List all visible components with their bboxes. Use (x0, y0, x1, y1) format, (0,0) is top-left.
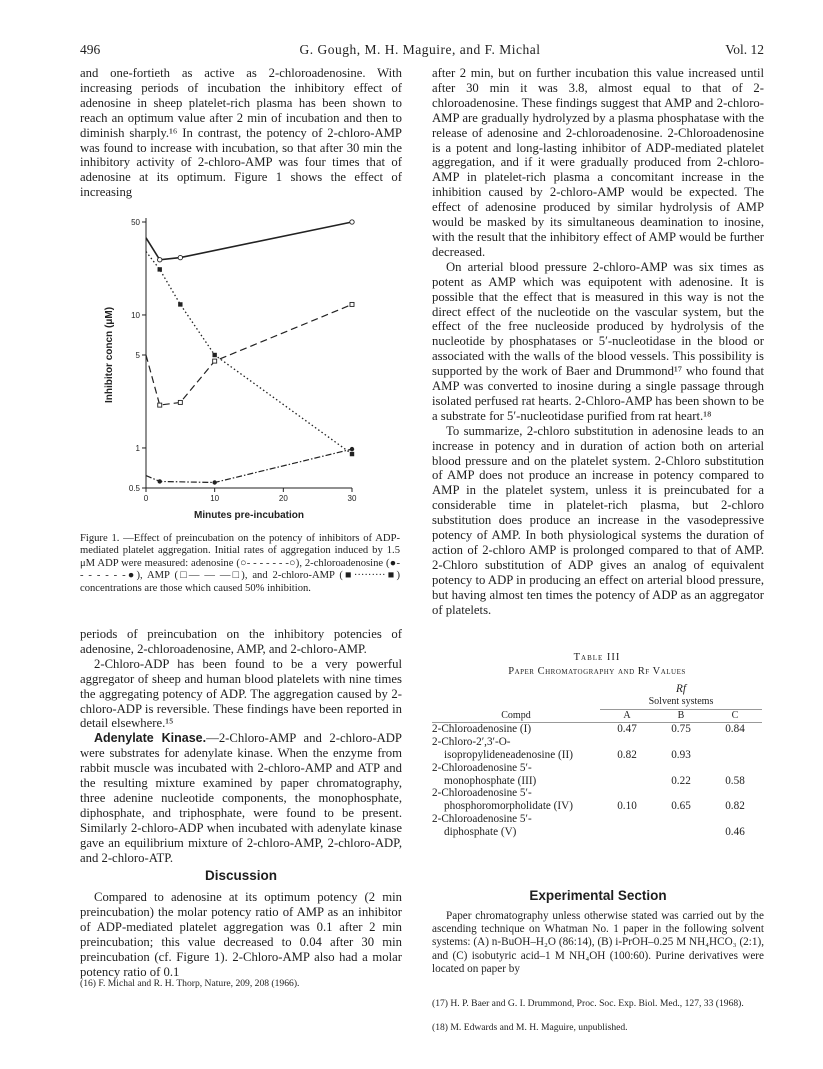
y-tick-label: 0.5 (128, 484, 140, 493)
paragraph-left-1: periods of preincubation on the inhibitory potencies of adenosine, 2-chloroadenosine, AMP, and 2-chloro-AMP. (80, 627, 402, 656)
table-row (432, 762, 762, 775)
paragraph-right-2: On arterial blood pressure 2-chloro-AMP was six times as potent as AMP which was equipotent with adenosine. It is possible that the effect that is measured in this way is not the direct effect of the nucleotide on the vascular system, but the effect of the free nucleoside produced by hydrolysis of the nucleotide by phosphatases or 5′-nucleotidase in the blood or associated with the walls of the blood vessels. This possibility is supported by the work of Baer and Drummond¹⁷ who found that AMP was converted to inosine during a single passage through isolated perfused rat hearts. 2-Chloro-AMP has been shown to be a substrate for 5′-nucleotidase purified from rat heart.¹⁸ (432, 259, 764, 423)
experimental-section (432, 910, 764, 976)
table-3 (432, 683, 762, 839)
table-row (432, 749, 762, 762)
y-axis-label: Inhibitor concn (μM) (104, 306, 115, 404)
y-tick-label: 5 (135, 351, 140, 360)
figure-1-chart (84, 208, 402, 528)
adenylate-kinase-runin: Adenylate Kinase. (94, 731, 207, 746)
data-point-amp (158, 403, 162, 407)
data-point-2-chloro-amp (178, 302, 182, 306)
compd-header: Compd (501, 709, 531, 721)
compound-name: isopropylideneadenosine (II) (444, 748, 573, 761)
data-point-2-chloroadenosine (158, 479, 162, 483)
paragraph-right-3: To summarize, 2-chloro substitution in adenosine leads to an increase in potency and in duration of action both on arterial blood pressure and on the platelet system. 2-Chloro substitution of AMP does not produce an increase in potency compared to AMP in the platelet system, unless it is preincubated for a considerable time in platelet-rich plasma, but 2-chloro substitution does produce an increase in the vasodepressive potency of AMP. In both physiological systems the duration of action of 2-chloro AMP is prolonged compared to that of AMP. 2-Chloro substitution of ADP gives an analog of equivalent potency to ADP in producing an effect on arterial blood pressure, but having almost ten times the potency of ADP as an aggregator of platelets. (432, 423, 764, 617)
series-line-2-chloroadenosine (146, 449, 352, 482)
rf-a: 0.47 (617, 723, 637, 736)
data-point-adenosine (158, 258, 162, 262)
col-header-a: A (623, 709, 631, 721)
table-header-row-solvent (432, 696, 762, 709)
data-point-amp (178, 400, 182, 404)
rf-b: 0.75 (671, 723, 691, 736)
rf-b (654, 787, 708, 800)
rf-c: 0.58 (725, 774, 745, 787)
y-tick-label: 10 (131, 310, 140, 320)
rf-a (600, 762, 654, 775)
compound-name: 2-Chloroadenosine 5′- (432, 787, 532, 800)
rf-c: 0.84 (725, 723, 745, 736)
rf-b: 0.93 (671, 748, 691, 761)
rf-a (600, 736, 654, 749)
compound-name: monophosphate (III) (444, 774, 537, 787)
solvent-header: Solvent systems (600, 696, 762, 709)
col-header-c: C (731, 709, 739, 721)
compound-name: 2-Chloroadenosine 5′- (432, 761, 532, 774)
right-column (432, 66, 764, 618)
page-number: 496 (80, 42, 101, 57)
compound-name: diphosphate (V) (444, 825, 517, 838)
table-3-title: Paper Chromatography and Rf Values (508, 666, 686, 677)
rf-c (708, 736, 762, 749)
rf-b (654, 826, 708, 839)
compound-name: 2-Chloroadenosine (I) (432, 723, 532, 736)
rf-c (708, 787, 762, 800)
rf-a (600, 787, 654, 800)
rf-b (654, 762, 708, 775)
left-column-top (80, 66, 402, 200)
series-line-2-chloro-amp (146, 252, 352, 455)
rf-b (654, 813, 708, 826)
volume-label: Vol. 12 (725, 42, 764, 57)
table-3-label: Table III (573, 652, 621, 663)
discussion-heading: Discussion (204, 868, 278, 883)
figure-1-caption: Figure 1. —Effect of preincubation on the potency of inhibitors of ADP-mediated platelet aggregation. Initial rates of aggregation induced by 1.5 μM ADP were measured: adenosine (○- - - - - - -○), 2-chloroadenosine (●- - - - - - -●), AMP (□— — —□), and 2-chloro-AMP (■·········■) concentrations are those which caused 50% inhibition. (80, 533, 400, 594)
data-point-adenosine (350, 220, 354, 224)
compound-name: phosphoromorpholidate (IV) (444, 800, 573, 813)
footnote-17: (17) H. P. Baer and G. I. Drummond, Proc. Soc. Exp. Biol. Med., 127, 33 (1968). (432, 998, 744, 1009)
data-point-2-chloroadenosine (212, 480, 216, 484)
paragraph-right-1: after 2 min, but on further incubation this value increased until after 30 min it was 3.8, almost equal to that of 2-chloroadenosine. These findings suggest that AMP and 2-chloro-AMP are gradually hydrolyzed by a plasma phosphatase with the release of adenosine and 2-chloroadenosine. 2-Chloroadenosine is a potent and long-lasting inhibitor of ADP-mediated platelet aggregation, and if it were gradually produced from 2-chloro-AMP in platelet-rich plasma a concomitant increase in the inhibition caused by 2-chloro-AMP would be expected. The effect of adenosine produced by similar hydrolysis of AMP would be masked by its simultaneous deamination to inosine, with the result that the inhibitory effect of AMP would be further decreased. (432, 66, 764, 259)
table-row (432, 775, 762, 788)
running-header-authors: G. Gough, M. H. Maguire, and F. Michal (299, 42, 541, 57)
left-column-bottom (80, 627, 402, 866)
x-tick-label: 0 (143, 494, 149, 503)
rf-a: 0.10 (617, 800, 637, 813)
data-point-adenosine (178, 255, 182, 259)
table-row (432, 723, 762, 736)
rf-c: 0.46 (725, 825, 745, 838)
rf-b: 0.22 (671, 774, 691, 787)
rf-c (708, 762, 762, 775)
rf-c (708, 749, 762, 762)
adenylate-kinase-text: —2-Chloro-AMP and 2-chloro-ADP were substrates for adenylate kinase. When the enzyme from rabbit muscle was incubated with 2-chloro-AMP and ATP and the resulting mixture examined by paper chromatography, three adenine nucleotide components, the monophosphate, diphosphate, and triphosphate, were found to be present. Similarly 2-chloro-ADP when incubated with adenylate kinase gave an equilibrium mixture of 2-chloro-AMP, 2-chloro-ADP, and 2-chloro-ATP. (80, 731, 402, 865)
rf-a (600, 813, 654, 826)
rf-a (600, 775, 654, 788)
x-axis-label: Minutes pre-incubation (194, 510, 304, 521)
footnote-18: (18) M. Edwards and M. H. Maguire, unpublished. (432, 1022, 628, 1033)
y-tick-label: 1 (135, 443, 140, 453)
experimental-heading: Experimental Section (529, 888, 667, 903)
table-header-row-cols (432, 709, 762, 723)
plot-area (104, 218, 357, 521)
discussion-section (80, 890, 402, 979)
table-row (432, 787, 762, 800)
paragraph-left-2: 2-Chloro-ADP has been found to be a very powerful aggregator of sheep and human blood platelets with nine times the aggregating potency of ADP. The aggregation caused by 2-chloro-ADP is reversible. These findings have been reported in detail elsewhere.¹⁵ (80, 656, 402, 731)
table-row (432, 800, 762, 813)
y-tick-label: 50 (131, 218, 140, 227)
rf-b: 0.65 (671, 800, 691, 813)
data-point-2-chloroadenosine (350, 447, 354, 451)
experimental-text: Paper chromatography unless otherwise stated was carried out by the ascending technique on Whatman No. 1 paper in the following solvent systems: (A) n-BuOH–H₂O (86:14), (B) i-PrOH–0.25 M NH₄HCO₃ (2:1), and (C) isobutyric acid–1 M NH₄OH (100:60). Purine derivatives were located on paper by (432, 910, 764, 975)
compound-name: 2-Chloro-2′,3′-O- (432, 736, 511, 749)
data-point-amp (350, 302, 354, 306)
footnote-16: (16) F. Michal and R. H. Thorp, Nature, 209, 208 (1966). (80, 978, 300, 989)
series-line-amp (146, 304, 352, 405)
rf-header: Rf (676, 683, 686, 695)
x-tick-label: 30 (347, 494, 357, 503)
col-header-b: B (677, 709, 685, 721)
compound-name: 2-Chloroadenosine 5′- (432, 812, 532, 825)
rf-c (708, 813, 762, 826)
rf-b (654, 736, 708, 749)
data-point-2-chloro-amp (158, 267, 162, 271)
rf-a: 0.82 (617, 748, 637, 761)
table-row (432, 736, 762, 749)
data-point-2-chloro-amp (212, 353, 216, 357)
table-row (432, 826, 762, 839)
x-tick-label: 20 (278, 494, 288, 503)
rf-a (600, 826, 654, 839)
data-point-2-chloro-amp (350, 452, 354, 456)
x-tick-label: 10 (210, 494, 220, 503)
table-row (432, 813, 762, 826)
discussion-text: Compared to adenosine at its optimum potency (2 min preincubation) the molar potency ratio of AMP as an inhibitor of ADP-mediated platelet aggregation was 0.1 after 2 min preincubation; this value decreased to 0.04 after 30 min preincubation (cf. Figure 1). 2-Chloro-AMP also had a molar potency ratio of 0.1 (80, 890, 402, 979)
paragraph-left-top: and one-fortieth as active as 2-chloroadenosine. With increasing periods of incubation the inhibitory effect of adenosine in sheep platelet-rich plasma has been shown to reach an optimum value after 2 min of incubation and then to diminish sharply.¹⁶ In contrast, the potency of 2-chloro-AMP was found to increase with incubation, so that after 30 min the inhibitory activity of 2-chloro-AMP was four times that of adenosine at its optimum. Figure 1 shows the effect of increasing (80, 66, 402, 200)
rf-c: 0.82 (725, 800, 745, 813)
data-point-amp (213, 359, 217, 363)
series-line-adenosine (146, 222, 352, 260)
paragraph-left-3 (80, 731, 402, 865)
table-header-row-rf (432, 683, 762, 696)
